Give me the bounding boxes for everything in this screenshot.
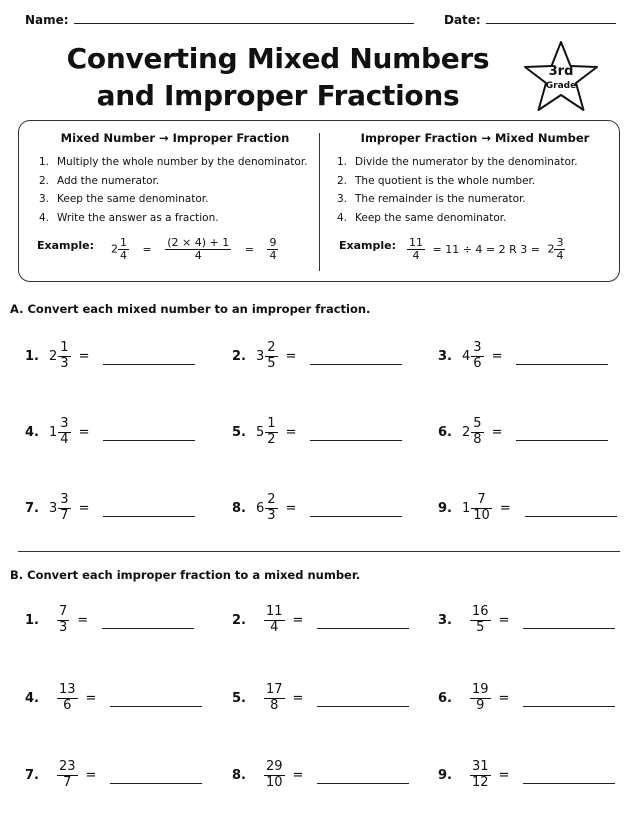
problem-number: 9. — [438, 500, 452, 516]
fraction: $\frac{19}{9}$ — [472, 682, 489, 713]
section-b-heading: B. Convert each improper fraction to a mixed number. — [10, 568, 361, 582]
improper-to-mixed-rules — [337, 131, 613, 227]
fraction: $\frac{23}{7}$ — [59, 759, 76, 790]
answer-blank[interactable] — [103, 499, 195, 517]
whole-number: 3 — [49, 500, 58, 516]
whole-number: 6 — [256, 500, 265, 516]
equals-sign: = — [292, 612, 304, 628]
equals-sign: = — [85, 690, 97, 706]
answer-blank[interactable] — [310, 423, 402, 441]
equals-sign: = — [285, 500, 297, 516]
step-item: 4. Keep the same denominator. — [337, 211, 507, 224]
answer-blank[interactable] — [110, 689, 202, 707]
answer-blank[interactable] — [523, 766, 615, 784]
problem-item — [232, 678, 409, 718]
step-item: 1. Multiply the whole number by the denominator. — [39, 156, 308, 168]
fraction: $\frac{1}{3}$ — [60, 340, 69, 371]
step-item: 2. Add the numerator. — [39, 174, 160, 187]
example-right: $\frac{11}{4}$ = 11 ÷ 4 = 2 R 3 = 2 $\frac{3}{4}$ — [409, 236, 564, 263]
step-item: 2. The quotient is the whole number. — [337, 174, 536, 187]
problem-item — [232, 488, 402, 528]
whole-number: 1 — [462, 500, 471, 516]
problem-number: 5. — [232, 424, 246, 440]
answer-blank[interactable] — [516, 347, 608, 365]
problem-number: 7. — [25, 767, 39, 783]
problem-number: 4. — [25, 424, 39, 440]
fraction: $\frac{31}{12}$ — [472, 759, 489, 790]
fraction: $\frac{11}{4}$ — [266, 604, 283, 635]
mixed-to-improper-rules — [39, 131, 311, 227]
answer-blank[interactable] — [103, 347, 195, 365]
problem-number: 3. — [438, 612, 452, 628]
date-label: Date: — [444, 13, 481, 27]
problem-item — [25, 600, 194, 640]
rules-heading-right: Improper Fraction → Mixed Number — [360, 131, 590, 145]
section-a-heading: A. Convert each mixed number to an improper fraction. — [10, 302, 371, 316]
answer-blank[interactable] — [110, 766, 202, 784]
fraction: $\frac{5}{8}$ — [473, 416, 482, 447]
answer-blank[interactable] — [317, 689, 409, 707]
problem-number: 5. — [232, 690, 246, 706]
equals-sign: = — [285, 348, 297, 364]
equals-sign: = — [498, 690, 510, 706]
whole-number: 2 — [462, 424, 471, 440]
equals-sign: = — [498, 767, 510, 783]
fraction: $\frac{17}{8}$ — [266, 682, 283, 713]
worksheet-title — [48, 40, 508, 114]
problem-number: 3. — [438, 348, 452, 364]
fraction: $\frac{3}{4}$ — [60, 416, 69, 447]
problem-item — [438, 755, 615, 795]
fraction: $\frac{2}{3}$ — [267, 492, 276, 523]
problem-number: 7. — [25, 500, 39, 516]
step-item: 3. The remainder is the numerator. — [337, 193, 526, 205]
fraction: $\frac{7}{3}$ — [59, 604, 68, 635]
step-item: 4. Write the answer as a fraction. — [39, 211, 219, 224]
date-field — [444, 12, 616, 27]
equals-sign: = — [292, 767, 304, 783]
answer-blank[interactable] — [102, 611, 194, 629]
whole-number: 4 — [462, 348, 471, 364]
name-blank[interactable] — [74, 12, 414, 24]
equals-sign: = — [292, 690, 304, 706]
problem-item — [232, 755, 409, 795]
problem-item — [438, 412, 608, 452]
whole-number: 5 — [256, 424, 265, 440]
box-divider — [319, 133, 320, 271]
problem-number: 4. — [25, 690, 39, 706]
equals-sign: = — [499, 500, 511, 516]
problem-item — [438, 600, 615, 640]
equals-sign: = — [491, 348, 503, 364]
problem-item — [25, 412, 195, 452]
step-item: 3. Keep the same denominator. — [39, 193, 209, 205]
equals-sign: = — [491, 424, 503, 440]
grade-number: 3rd — [548, 64, 574, 79]
fraction: $\frac{7}{10}$ — [473, 492, 490, 523]
problem-number: 8. — [232, 500, 246, 516]
section-divider — [18, 551, 620, 552]
example-label-left: Example: — [37, 239, 94, 252]
problem-item — [438, 488, 617, 528]
equals-sign: = — [78, 348, 90, 364]
answer-blank[interactable] — [523, 611, 615, 629]
fraction: $\frac{16}{5}$ — [472, 604, 489, 635]
equals-sign: = — [77, 612, 89, 628]
problem-item — [438, 336, 608, 376]
problem-number: 6. — [438, 424, 452, 440]
problem-item — [25, 488, 195, 528]
example-label-right: Example: — [339, 239, 396, 252]
rules-heading-left: Mixed Number → Improper Fraction — [60, 131, 290, 145]
step-item: 1. Divide the numerator by the denominator. — [337, 156, 578, 168]
answer-blank[interactable] — [310, 499, 402, 517]
problem-item — [25, 336, 195, 376]
whole-number: 1 — [49, 424, 58, 440]
problem-number: 2. — [232, 612, 246, 628]
problem-item — [25, 755, 202, 795]
grade-label: Grade — [545, 81, 577, 91]
problem-item — [438, 678, 615, 718]
equals-sign: = — [498, 612, 510, 628]
problem-number: 1. — [25, 348, 39, 364]
equals-sign: = — [85, 767, 97, 783]
name-field — [25, 12, 414, 27]
answer-blank[interactable] — [103, 423, 195, 441]
example-left: 2 $\frac{1}{4}$ = $\frac{(2 \times 4) + 1}{4}$ = $\frac{9}{4}$ — [111, 236, 277, 263]
equals-sign: = — [78, 424, 90, 440]
fraction: $\frac{29}{10}$ — [266, 759, 283, 790]
fraction: $\frac{3}{7}$ — [60, 492, 69, 523]
problem-number: 8. — [232, 767, 246, 783]
problem-item — [232, 600, 409, 640]
answer-blank[interactable] — [525, 499, 617, 517]
steps-left — [39, 153, 311, 227]
title-line-1: Converting Mixed Numbers — [66, 42, 490, 75]
steps-right — [337, 153, 613, 227]
problem-number: 6. — [438, 690, 452, 706]
answer-blank[interactable] — [523, 689, 615, 707]
answer-blank[interactable] — [516, 423, 608, 441]
fraction: $\frac{2}{5}$ — [267, 340, 276, 371]
answer-blank[interactable] — [317, 611, 409, 629]
problem-item — [232, 412, 402, 452]
answer-blank[interactable] — [310, 347, 402, 365]
problem-item — [232, 336, 402, 376]
fraction: $\frac{1}{2}$ — [267, 416, 276, 447]
problem-number: 1. — [25, 612, 39, 628]
fraction: $\frac{3}{6}$ — [473, 340, 482, 371]
whole-number: 3 — [256, 348, 265, 364]
grade-badge — [521, 39, 601, 115]
problem-number: 9. — [438, 767, 452, 783]
problem-number: 2. — [232, 348, 246, 364]
answer-blank[interactable] — [317, 766, 409, 784]
equals-sign: = — [285, 424, 297, 440]
whole-number: 2 — [49, 348, 58, 364]
title-line-2: and Improper Fractions — [96, 79, 460, 112]
date-blank[interactable] — [486, 12, 616, 24]
problem-item — [25, 678, 202, 718]
instructions-box — [18, 120, 620, 282]
name-label: Name: — [25, 13, 69, 27]
equals-sign: = — [78, 500, 90, 516]
fraction: $\frac{13}{6}$ — [59, 682, 76, 713]
